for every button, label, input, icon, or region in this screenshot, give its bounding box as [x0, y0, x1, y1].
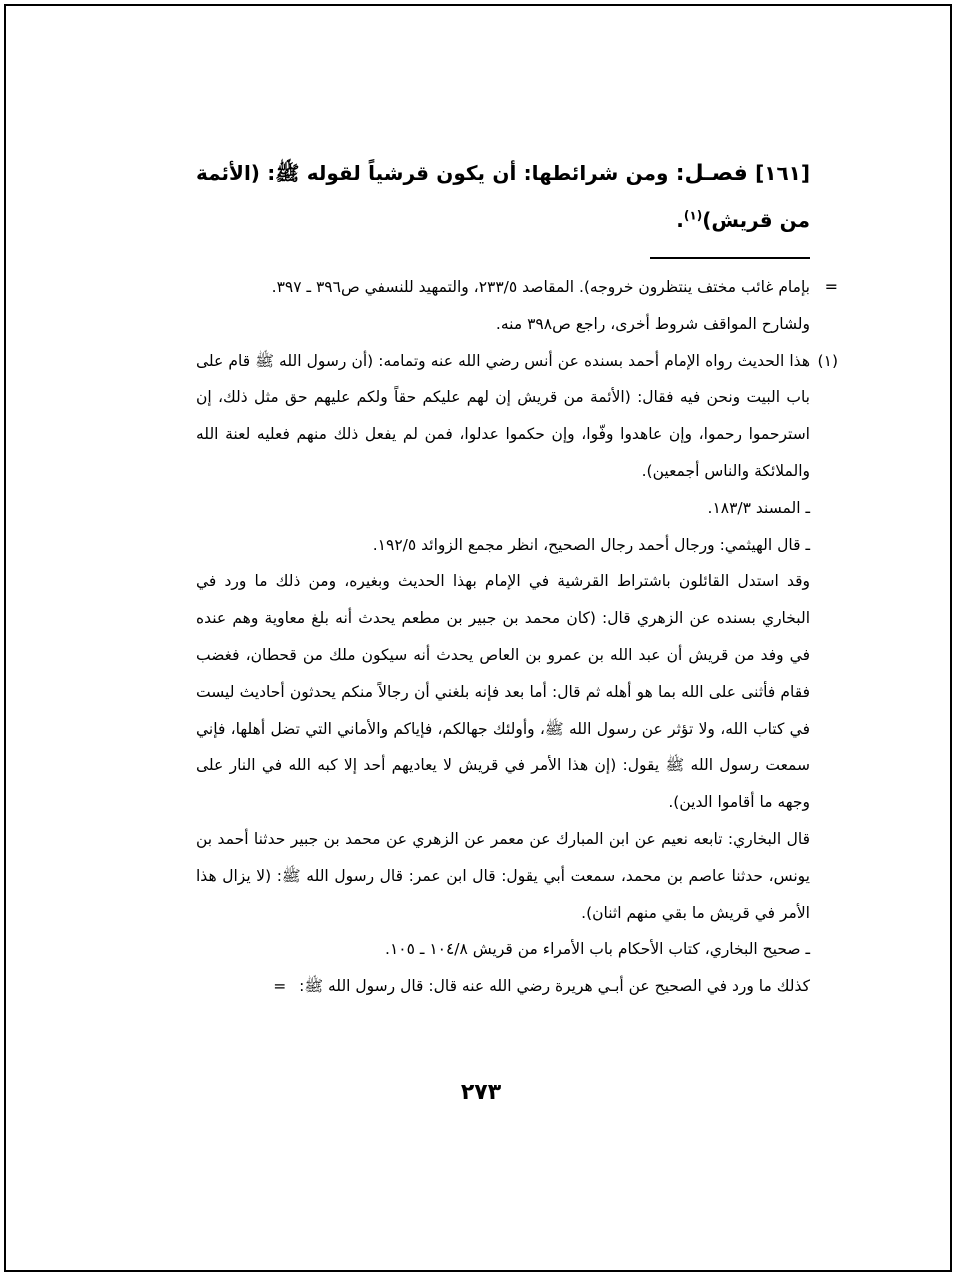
last-line-text: كذلك ما ورد في الصحيح عن أبـي هريرة رضي الله عنه قال: قال رسول الله ﷺ:: [299, 977, 810, 996]
last-line-marker: =: [273, 977, 287, 996]
section-end: .: [676, 208, 684, 232]
section-heading-word: فصـل:: [675, 161, 748, 186]
footnote-sahih: ـ صحيح البخاري، كتاب الأحكام باب الأمراء من قريش ١٠٤/٨ ـ ١٠٥.: [385, 940, 810, 959]
footnote-1: [196, 343, 838, 490]
footnote-continuation: [196, 269, 838, 306]
footnote-haythami: ـ قال الهيثمي: ورجال أحمد رجال الصحيح، انظر مجمع الزوائد ١٩٢/٥.: [372, 535, 810, 554]
page-number: ٢٧٣: [460, 1080, 502, 1105]
footnote-ref: (١): [683, 208, 703, 223]
footnote-last-line: [196, 968, 810, 1005]
footnote-paragraph-2: وقد استدل القائلون باشتراط القرشية في الإمام بهذا الحديث وبغيره، ومن ذلك ما ورد في البخاري بسنده عن الزهري قال: (كان محمد بن جبير بن مطعم يحدث أنه بلغ معاوية وهم عنده في وفد من قريش أن عبد الله بن عمرو بن العاص يحدث أنه سيكون ملك من قحطان، فغضب فقام فأثنى على الله بما هو أهله ثم قال: أما بعد فإنه بلغني أن رجالاً منكم يحدثون أحاديث ليست في كتاب الله، ولا تؤثر عن رسول الله ﷺ، وأولئك جهالكم، فإياكم والأماني التي تضل أهلها، فإني سمعت رسول الله ﷺ يقول: (إن هذا الأمر في قريش لا يعاديهم أحد إلا كبه الله في النار على وجهه ما أقاموا الدين).: [196, 572, 810, 812]
footnote-musnad: ـ المسند ١٨٣/٣.: [707, 498, 810, 517]
footnote-paragraph-3: قال البخاري: تابعه نعيم عن ابن المبارك عن معمر عن الزهري عن محمد بن جبير حدثنا أحمد بن يونس، حدثنا عاصم بن محمد، سمعت أبي يقول: قال ابن عمر: قال رسول الله ﷺ: (لا يزال هذا الأمر في قريش ما بقي منهم اثنان).: [196, 829, 810, 922]
continuation-text: بإمام غائب مختف ينتظرون خروجه). المقاصد ٢٣٣/٥، والتمهيد للنسفي ص٣٩٦ ـ ٣٩٧.: [271, 278, 810, 296]
section-paragraph: [196, 150, 810, 243]
section-number: [١٦١]: [755, 161, 811, 185]
continuation-marker: =: [824, 277, 838, 296]
footnote-1-number: (١): [817, 351, 838, 370]
footnote-1-text: هذا الحديث رواه الإمام أحمد بسنده عن أنس رضي الله عنه وتمامه: (أن رسول الله ﷺ قام على باب البيت ونحن فيه فقال: (الأئمة من قريش إن لهم عليكم حقاً ولكم عليهم حق مثل ذلك، إن استرحموا رحموا، وإن عاهدوا وفّوا، وإن حكموا عدلوا، فمن لم يفعل ذلك منهم فعليه لعنة الله والملائكة والناس أجمعين).: [196, 351, 810, 480]
footnote-continuation-2: ولشارح المواقف شروط أخرى، راجع ص٣٩٨ منه.: [495, 314, 810, 333]
footnote-separator: [650, 257, 810, 259]
page-body: [196, 150, 838, 1005]
section-text: ومن شرائطها: أن يكون قرشياً لقوله ﷺ: (الأئمة من قريش): [196, 161, 810, 232]
